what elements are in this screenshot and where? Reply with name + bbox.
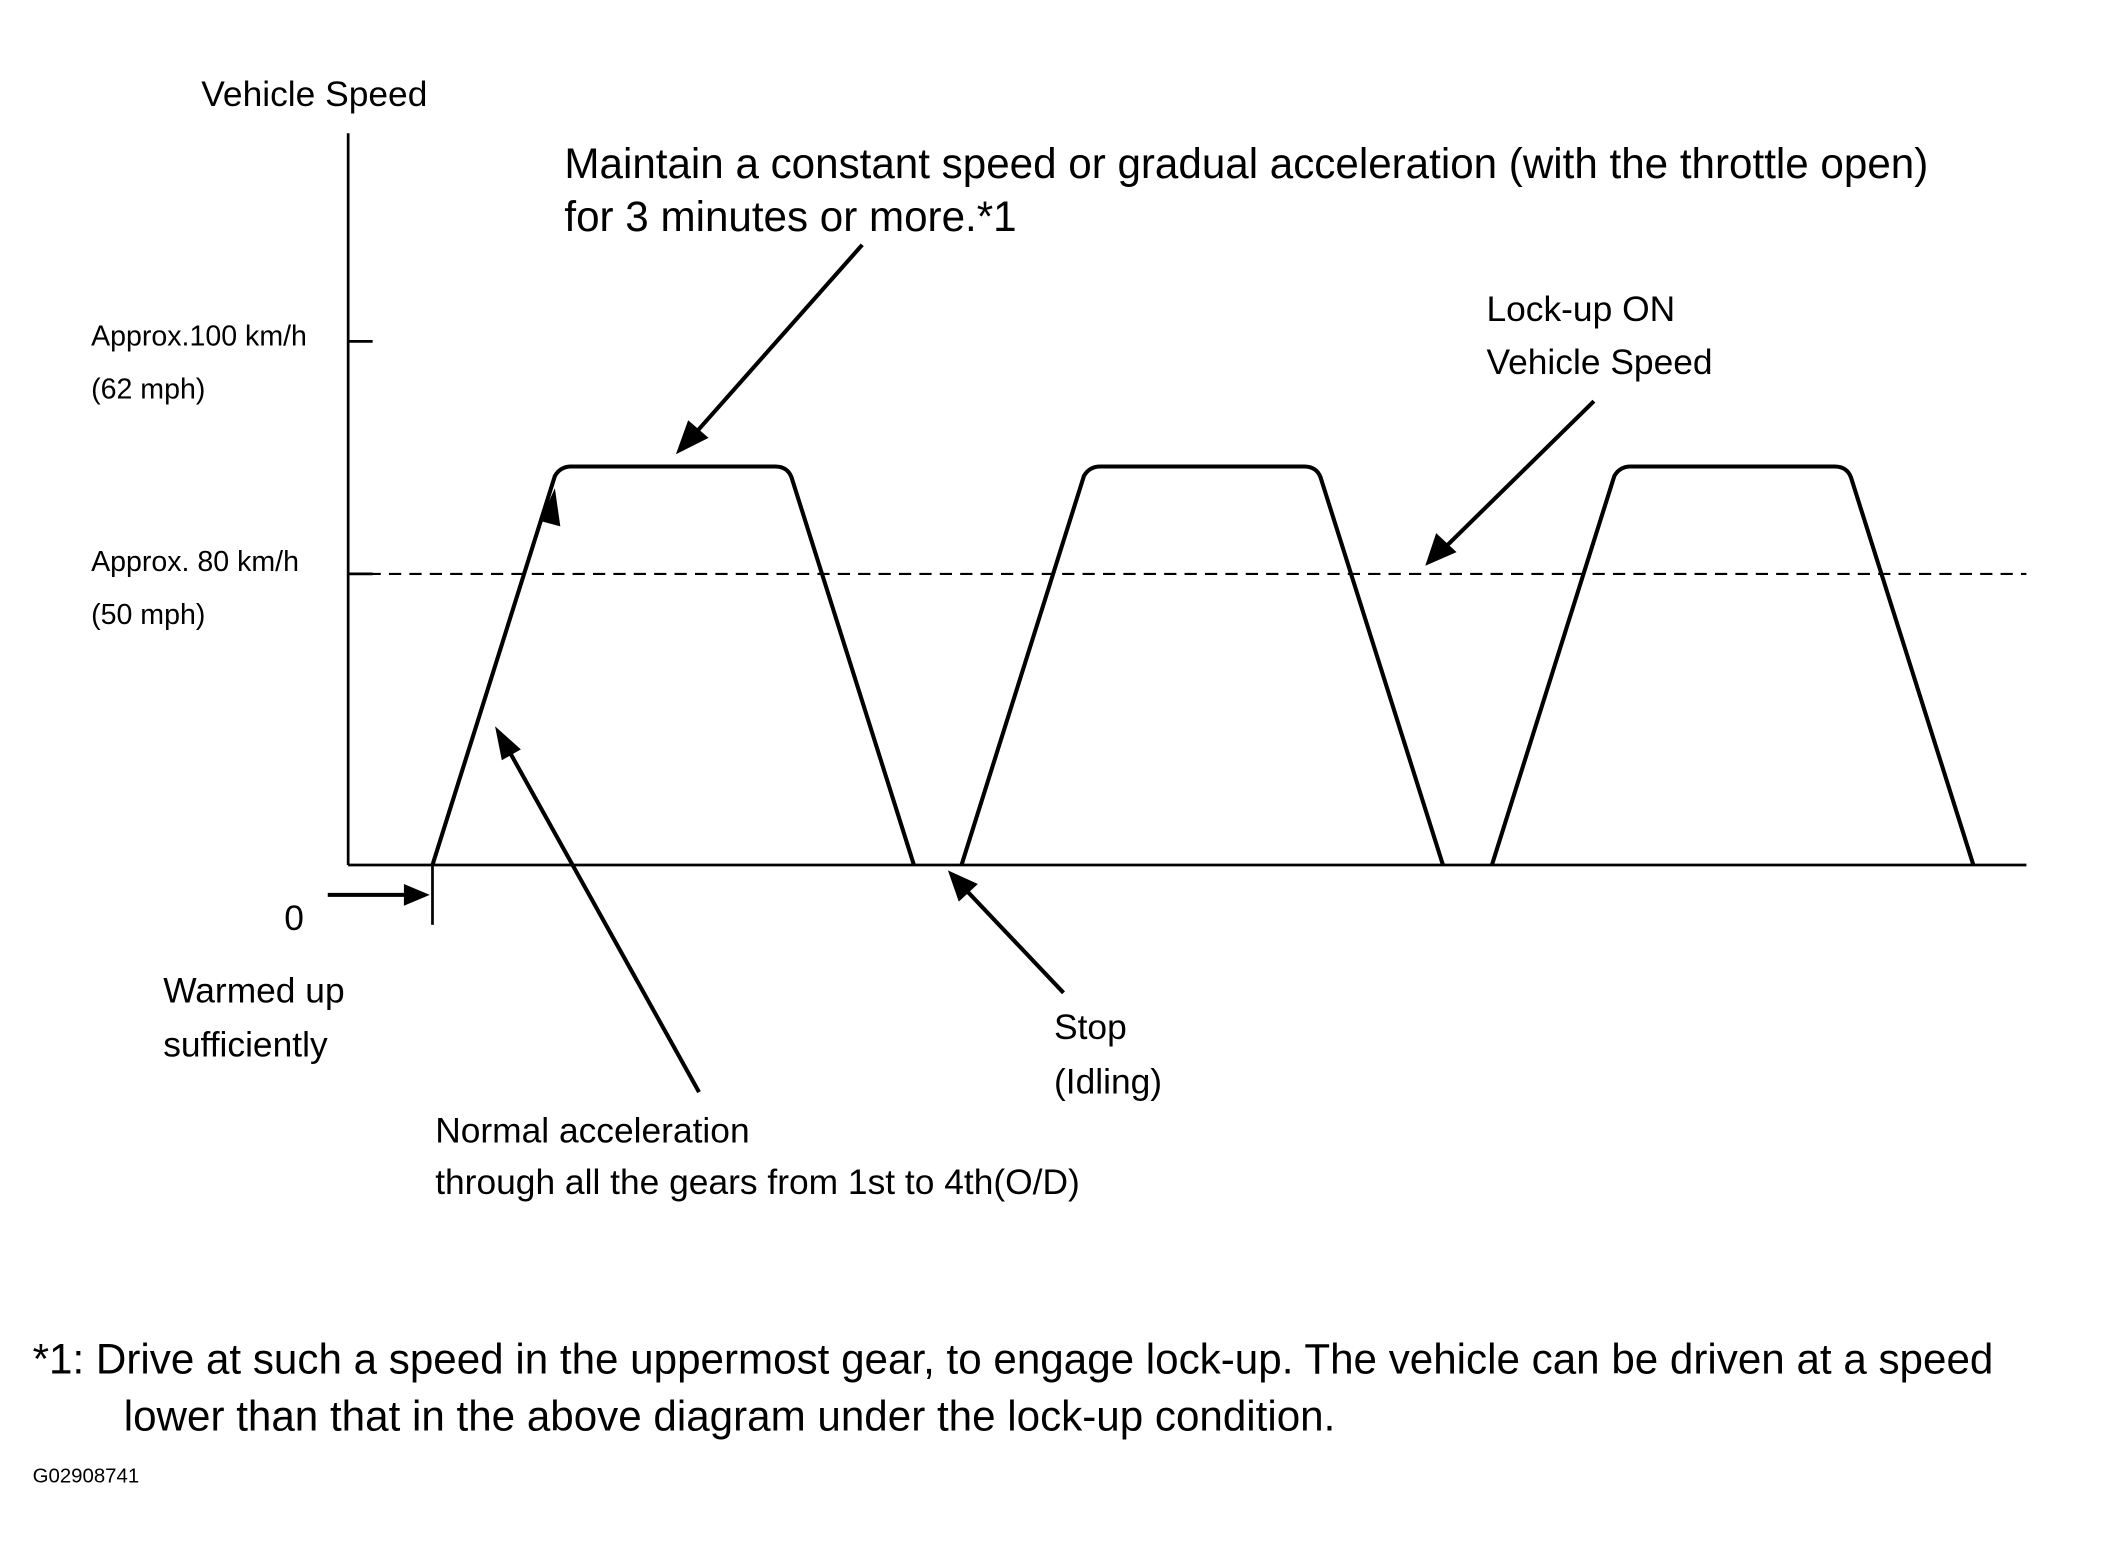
constant-speed-arrow — [694, 245, 863, 435]
warmed-up-arrowhead — [404, 884, 430, 906]
normal-accel-arrowhead — [495, 726, 521, 760]
normal-accel-arrow — [506, 745, 699, 1092]
y-tick-label-80kmh: Approx. 80 km/h — [91, 546, 299, 579]
y-zero-label: 0 — [284, 899, 304, 939]
stop-note-line2: (Idling) — [1054, 1062, 1163, 1102]
speed-cycle-1 — [432, 466, 913, 864]
stop-arrow — [963, 887, 1064, 993]
speed-cycle-3 — [1492, 466, 1973, 864]
warmed-up-note-line1: Warmed up — [163, 971, 345, 1011]
warmed-up-note-line2: sufficiently — [163, 1025, 328, 1065]
y-axis-title: Vehicle Speed — [201, 75, 428, 115]
stop-note-line1: Stop — [1054, 1008, 1127, 1048]
normal-accel-note-line2: through all the gears from 1st to 4th(O/D) — [435, 1163, 1080, 1203]
constant-speed-note-line2: for 3 minutes or more.*1 — [564, 193, 1017, 241]
lockup-note-line1: Lock-up ON — [1486, 289, 1676, 329]
lockup-arrow — [1442, 401, 1594, 551]
figure-code: G02908741 — [32, 1465, 140, 1488]
y-tick-label-50mph: (50 mph) — [91, 599, 206, 632]
footnote-line1: *1: Drive at such a speed in the uppermost gear, to engage lock-up. The vehicle can be driven at a speed — [32, 1335, 1994, 1383]
lockup-note-line2: Vehicle Speed — [1486, 343, 1713, 382]
constant-speed-note-line1: Maintain a constant speed or gradual acceleration (with the throttle open) — [564, 140, 1929, 188]
footnote-line2: lower than that in the above diagram under the lock-up condition. — [123, 1392, 1336, 1440]
y-tick-label-100kmh: Approx.100 km/h — [91, 320, 307, 353]
speed-cycle-2 — [962, 466, 1443, 864]
normal-accel-note-line1: Normal acceleration — [435, 1111, 750, 1151]
y-tick-label-62mph: (62 mph) — [91, 373, 206, 406]
